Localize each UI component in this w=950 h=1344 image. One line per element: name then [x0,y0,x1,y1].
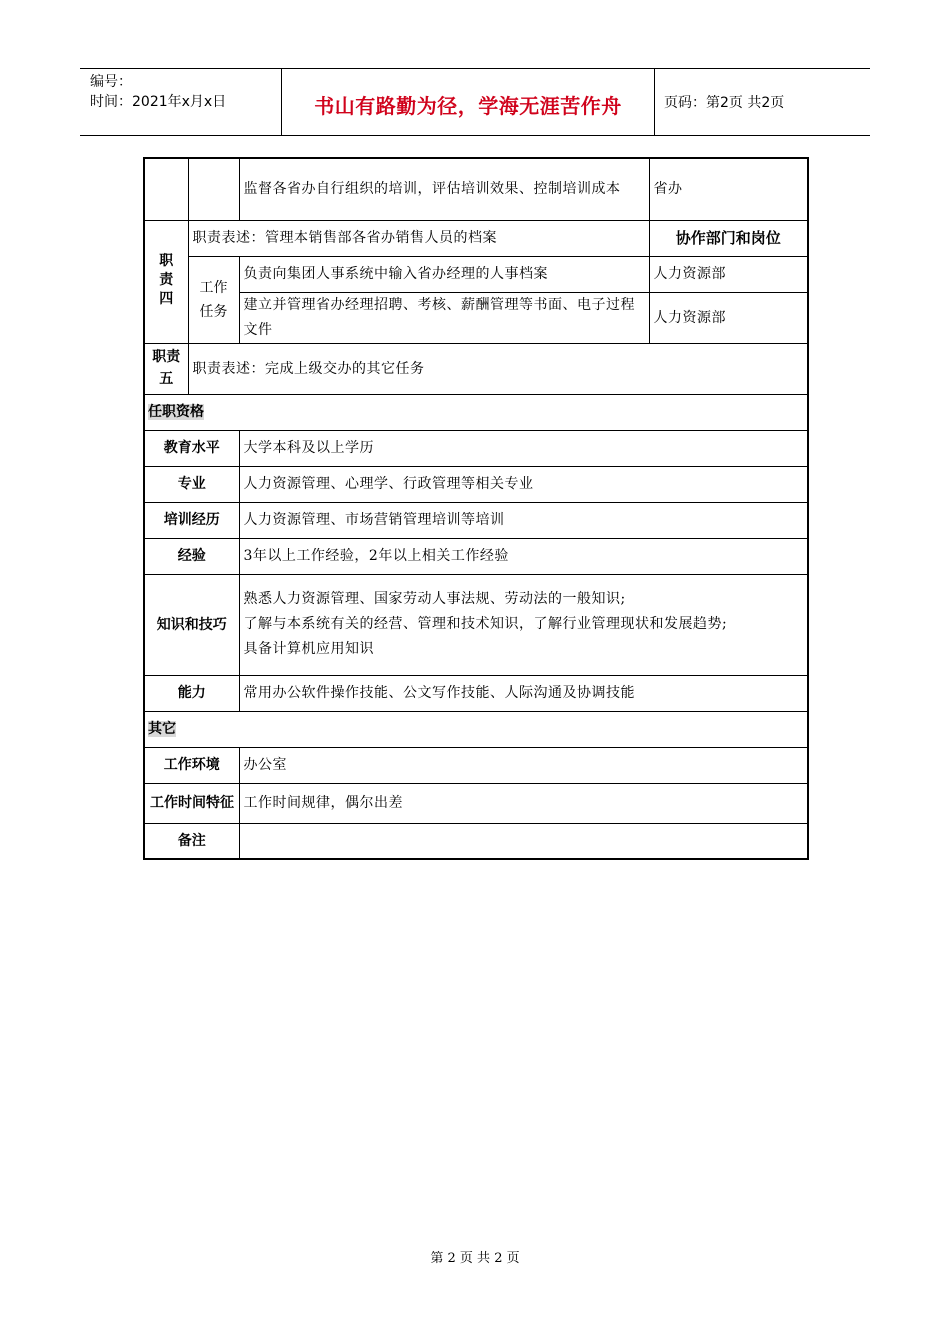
qualifications-title-text: 任职资格 [148,404,204,420]
table-row [144,823,808,859]
header-top-rule [80,68,870,69]
work-time-value: 工作时间规律，偶尔出差 [239,783,808,823]
knowledge-line: 具备计算机应用知识 [243,641,374,657]
work-task-label [188,256,239,343]
section-row [144,394,808,430]
empty-cell [144,158,188,220]
duty-4-description: 职责表述：管理本销售部各省办销售人员的档案 [188,220,649,256]
table-row [144,466,808,502]
task-text: 监督各省办自行组织的培训，评估培训效果、控制培训成本 [239,158,649,220]
duty-4-label [144,220,188,343]
task-department: 省办 [649,158,808,220]
knowledge-line: 熟悉人力资源管理、国家劳动人事法规、劳动法的一般知识; [243,591,626,607]
table-row [144,343,808,394]
work-environment-label: 工作环境 [144,747,239,783]
duty-5-description: 职责表述：完成上级交办的其它任务 [188,343,808,394]
table-row [144,220,808,256]
knowledge-label: 知识和技巧 [144,574,239,675]
duty-5-label-text: 职责五 [152,349,181,387]
major-value: 人力资源管理、心理学、行政管理等相关专业 [239,466,808,502]
table-row [144,783,808,823]
job-description-table [143,157,809,860]
education-value: 大学本科及以上学历 [239,430,808,466]
empty-cell [188,158,239,220]
other-title-text: 其它 [148,721,176,737]
table-row [144,502,808,538]
duty-4-label-text: 职责四 [159,253,174,307]
task-text: 建立并管理省办经理招聘、考核、薪酬管理等书面、电子过程文件 [239,292,649,343]
training-label: 培训经历 [144,502,239,538]
major-label: 专业 [144,466,239,502]
work-time-label [144,783,239,823]
education-label: 教育水平 [144,430,239,466]
qualifications-title [144,394,808,430]
ability-value: 常用办公软件操作技能、公文写作技能、人际沟通及协调技能 [239,675,808,711]
header-meta [90,72,226,112]
duty-5-label [144,343,188,394]
other-title [144,711,808,747]
table-row [144,158,808,220]
table-row [144,292,808,343]
work-time-label-text: 工作时间特征 [150,795,234,811]
experience-value: 3年以上工作经验，2年以上相关工作经验 [239,538,808,574]
header-separator [654,68,655,136]
table-row [144,430,808,466]
table-row [144,574,808,675]
header-page-number: 页码：第2页 共2页 [664,95,785,111]
task-text: 负责向集团人事系统中输入省办经理的人事档案 [239,256,649,292]
serial-number-label: 编号： [90,74,132,90]
table-row [144,538,808,574]
table-row [144,747,808,783]
date-label: 时间：2021年x月x日 [90,94,227,110]
header-bottom-rule [80,135,870,136]
page-footer: 第 2 页 共 2 页 [430,1251,520,1266]
experience-label: 经验 [144,538,239,574]
table-row [144,675,808,711]
section-row [144,711,808,747]
training-value: 人力资源管理、市场营销管理培训等培训 [239,502,808,538]
ability-label: 能力 [144,675,239,711]
task-department: 人力资源部 [649,292,808,343]
work-task-label-text: 工作任务 [199,279,228,320]
task-department: 人力资源部 [649,256,808,292]
header-motto: 书山有路勤为径，学海无涯苦作舟 [314,94,622,118]
knowledge-line: 了解与本系统有关的经营、管理和技术知识，了解行业管理现状和发展趋势; [243,616,728,632]
work-environment-value: 办公室 [239,747,808,783]
remarks-label: 备注 [144,823,239,859]
knowledge-value [239,574,808,675]
page-header [80,68,870,136]
table-row [144,256,808,292]
remarks-value [239,823,808,859]
collaboration-header: 协作部门和岗位 [649,220,808,256]
